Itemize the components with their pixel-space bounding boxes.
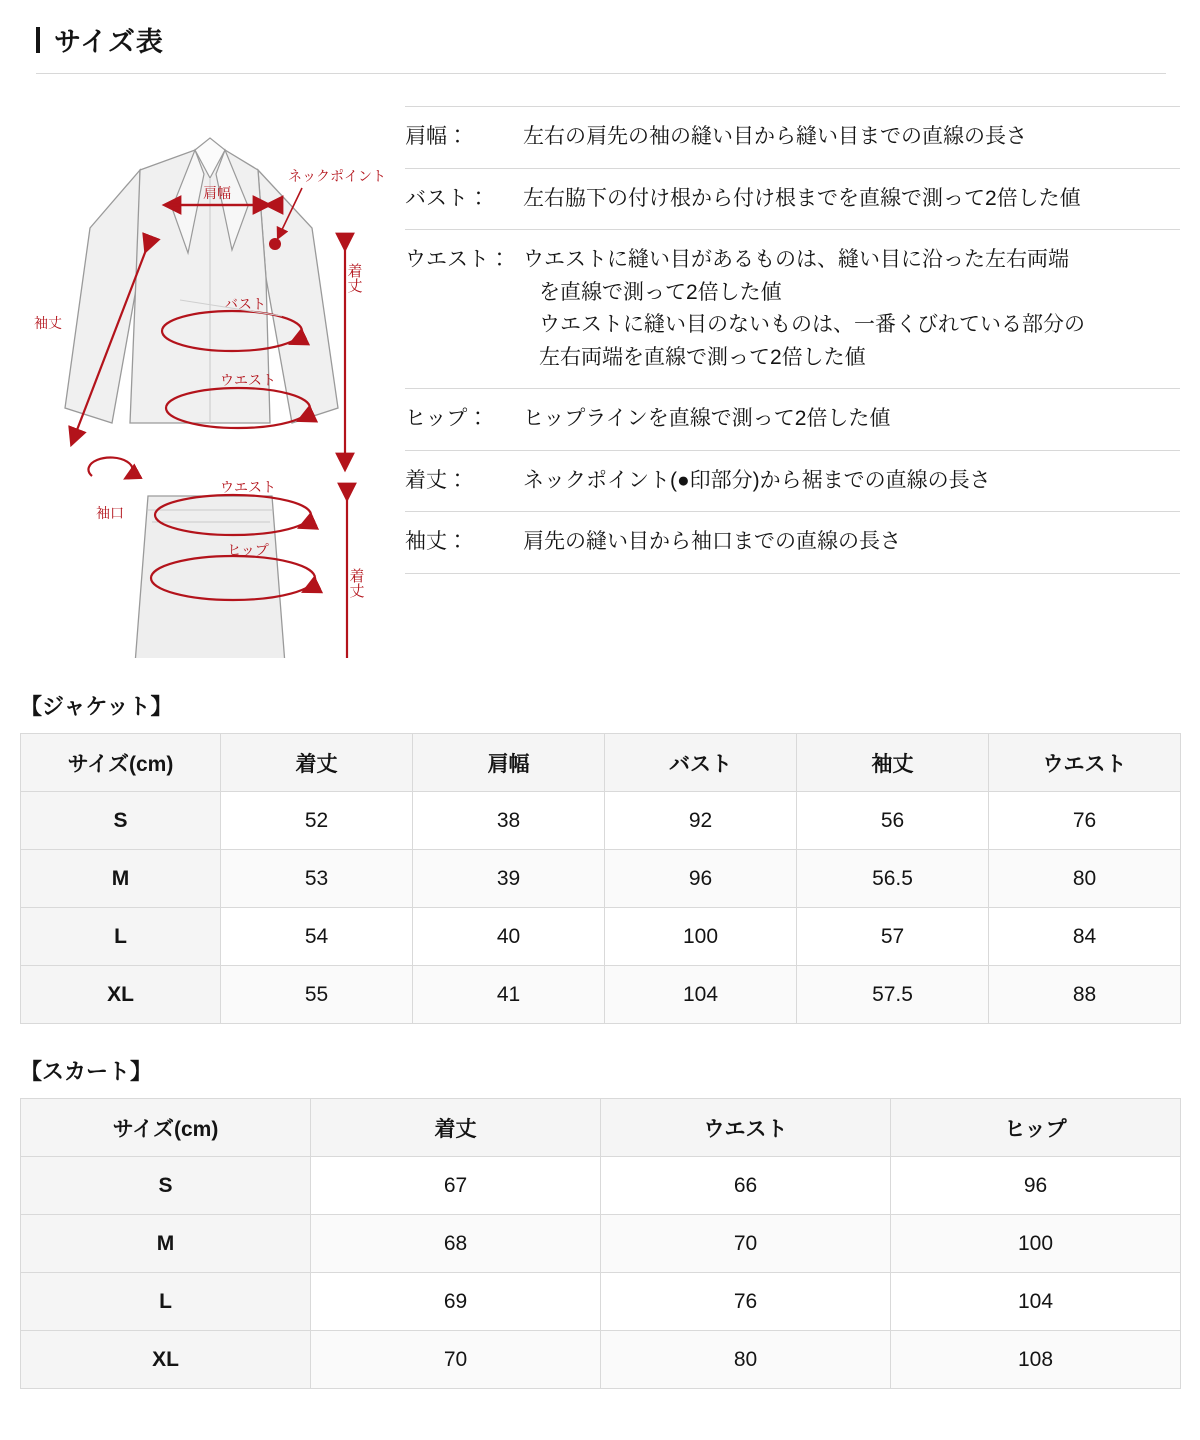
diagram-label-waist-skirt: ウエスト — [220, 479, 276, 495]
definition-line: 左右の肩先の袖の縫い目から縫い目までの直線の長さ — [523, 125, 1027, 148]
row-header-size: M — [21, 850, 221, 908]
diagram-label-shoulder: 肩幅 — [203, 185, 231, 201]
diagram-label-hip: ヒップ — [227, 542, 269, 558]
table-cell: 84 — [989, 908, 1181, 966]
jacket-size-section — [20, 690, 1181, 1024]
table-cell: 80 — [601, 1331, 891, 1389]
definition-line: 左右脇下の付け根から付け根までを直線で測って2倍した値 — [523, 186, 1081, 210]
table-cell: 100 — [605, 908, 797, 966]
definition-description — [523, 526, 1180, 559]
measurement-guide-section — [20, 78, 1180, 658]
column-header: サイズ(cm) — [21, 734, 221, 792]
table-row — [21, 792, 1181, 850]
row-header-size: L — [21, 908, 221, 966]
table-row — [21, 1331, 1181, 1389]
definition-description — [523, 183, 1180, 216]
skirt-size-table — [20, 1098, 1181, 1389]
column-header: 着丈 — [221, 734, 413, 792]
title-divider — [36, 73, 1166, 74]
table-cell: 54 — [221, 908, 413, 966]
table-cell: 53 — [221, 850, 413, 908]
definition-line: 肩先の縫い目から袖口までの直線の長さ — [523, 530, 901, 554]
definition-line: を直線で測って2倍した値 — [539, 280, 782, 304]
table-cell: 108 — [891, 1331, 1181, 1389]
table-row — [21, 1157, 1181, 1215]
diagram-label-sleeve: 袖丈 — [34, 315, 62, 331]
table-cell: 100 — [891, 1215, 1181, 1273]
table-row — [21, 908, 1181, 966]
diagram-label-jacket-length: 着丈 — [345, 263, 363, 293]
column-header: 肩幅 — [413, 734, 605, 792]
column-header: ウエスト — [601, 1099, 891, 1157]
column-header: ヒップ — [891, 1099, 1181, 1157]
table-cell: 70 — [601, 1215, 891, 1273]
table-row — [21, 1215, 1181, 1273]
table-cell: 55 — [221, 966, 413, 1024]
table-cell: 38 — [413, 792, 605, 850]
definition-line: ウエストに縫い目のないものは、一番くびれている部分の — [539, 313, 1085, 337]
definition-term: 着丈： — [405, 468, 468, 492]
definition-row — [405, 169, 1180, 231]
garment-diagram — [20, 78, 400, 658]
table-cell: 96 — [891, 1157, 1181, 1215]
title-accent-bar — [36, 27, 40, 53]
skirt-size-section — [20, 1055, 1181, 1389]
diagram-label-waist-jacket: ウエスト — [220, 372, 276, 388]
definition-term: 袖丈： — [405, 530, 468, 554]
definition-row — [405, 106, 1180, 169]
table-cell: 104 — [891, 1273, 1181, 1331]
definition-description — [523, 465, 1180, 498]
definition-line: 左右両端を直線で測って2倍した値 — [539, 345, 866, 369]
table-cell: 39 — [413, 850, 605, 908]
table-cell: 57 — [797, 908, 989, 966]
column-header: 着丈 — [311, 1099, 601, 1157]
page-title — [36, 20, 1166, 73]
page-title-text: サイズ表 — [54, 27, 164, 57]
definition-line: ヒップラインを直線で測って2倍した値 — [523, 407, 891, 431]
table-cell: 80 — [989, 850, 1181, 908]
diagram-label-bust: バスト — [224, 296, 266, 312]
column-header: ウエスト — [989, 734, 1181, 792]
page-header — [36, 20, 1166, 74]
row-header-size: XL — [21, 966, 221, 1024]
column-header: バスト — [605, 734, 797, 792]
table-cell: 70 — [311, 1331, 601, 1389]
table-cell: 66 — [601, 1157, 891, 1215]
row-header-size: S — [21, 1157, 311, 1215]
definition-row — [405, 389, 1180, 451]
definition-row — [405, 451, 1180, 513]
row-header-size: M — [21, 1215, 311, 1273]
definition-term: バスト： — [405, 186, 489, 210]
definition-row — [405, 230, 1180, 389]
row-header-size: L — [21, 1273, 311, 1331]
row-header-size: XL — [21, 1331, 311, 1389]
jacket-size-table — [20, 733, 1181, 1024]
table-cell: 92 — [605, 792, 797, 850]
table-cell: 76 — [989, 792, 1181, 850]
definition-list — [405, 106, 1180, 574]
definition-row — [405, 512, 1180, 574]
table-cell: 41 — [413, 966, 605, 1024]
definition-description — [523, 403, 1180, 436]
table-row — [21, 966, 1181, 1024]
table-cell: 68 — [311, 1215, 601, 1273]
jacket-table-caption: 【ジャケット】 — [20, 694, 173, 719]
definition-line: ウエストに縫い目があるものは、縫い目に沿った左右両端 — [523, 248, 1069, 272]
row-header-size: S — [21, 792, 221, 850]
table-header-row — [21, 1099, 1181, 1157]
table-cell: 56.5 — [797, 850, 989, 908]
table-cell: 52 — [221, 792, 413, 850]
table-cell: 40 — [413, 908, 605, 966]
diagram-label-cuff: 袖口 — [96, 505, 124, 521]
definition-term: 肩幅： — [405, 125, 468, 148]
table-cell: 88 — [989, 966, 1181, 1024]
diagram-label-skirt-length: 着丈 — [347, 568, 365, 598]
definition-term: ウエスト： — [405, 248, 510, 272]
column-header: 袖丈 — [797, 734, 989, 792]
table-row — [21, 850, 1181, 908]
column-header: サイズ(cm) — [21, 1099, 311, 1157]
garment-diagram-svg — [20, 78, 400, 658]
table-cell: 56 — [797, 792, 989, 850]
table-header-row — [21, 734, 1181, 792]
table-cell: 57.5 — [797, 966, 989, 1024]
table-cell: 69 — [311, 1273, 601, 1331]
definition-description — [523, 244, 1180, 374]
table-cell: 76 — [601, 1273, 891, 1331]
table-cell: 96 — [605, 850, 797, 908]
skirt-table-caption: 【スカート】 — [20, 1059, 153, 1084]
definition-line: ネックポイント(●印部分)から裾までの直線の長さ — [523, 468, 991, 492]
definition-term: ヒップ： — [405, 407, 489, 431]
table-cell: 104 — [605, 966, 797, 1024]
diagram-label-neck-point: ネックポイント — [288, 168, 386, 184]
table-row — [21, 1273, 1181, 1331]
definition-description — [523, 121, 1180, 154]
table-cell: 67 — [311, 1157, 601, 1215]
